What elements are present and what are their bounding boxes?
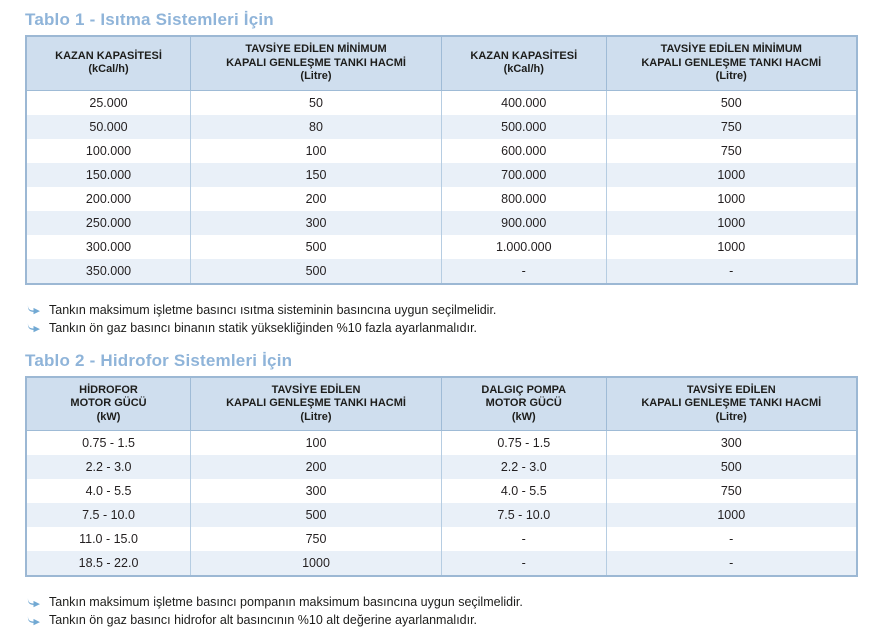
column-header: TAVSİYE EDİLEN KAPALI GENLEŞME TANKI HACMİ (Litre)	[191, 377, 442, 431]
table-1-body	[26, 90, 857, 284]
column-header: DALGIÇ POMPA MOTOR GÜCÜ (kW)	[441, 377, 606, 431]
table-cell: 500	[606, 455, 857, 479]
table-2-title: Tablo 2 - Hidrofor Sistemleri İçin	[25, 350, 293, 370]
table-cell: 1000	[606, 187, 857, 211]
table-cell: 500	[191, 503, 442, 527]
note-item	[27, 611, 896, 629]
column-header: HİDROFOR MOTOR GÜCÜ (kW)	[26, 377, 191, 431]
table-2	[25, 376, 858, 578]
table-cell: 300	[191, 211, 442, 235]
table-cell: 1000	[606, 211, 857, 235]
table-row	[26, 259, 857, 284]
table-cell: 1.000.000	[441, 235, 606, 259]
table-cell: 1000	[606, 235, 857, 259]
table-cell: 0.75 - 1.5	[26, 431, 191, 456]
arrow-bullet-icon	[27, 304, 41, 315]
arrow-bullet-icon	[27, 597, 41, 608]
table-cell: 7.5 - 10.0	[441, 503, 606, 527]
header-row	[26, 36, 857, 90]
table-cell: 50.000	[26, 115, 191, 139]
note-text: Tankın ön gaz basıncı binanın statik yüksekliğinden %10 fazla ayarlanmalıdır.	[49, 320, 478, 335]
table-cell: -	[441, 259, 606, 284]
table-cell: 50	[191, 90, 442, 115]
table-cell: 0.75 - 1.5	[441, 431, 606, 456]
table-row	[26, 503, 857, 527]
table-cell: 2.2 - 3.0	[441, 455, 606, 479]
table-cell: 100	[191, 139, 442, 163]
table-cell: 500	[191, 235, 442, 259]
table-cell: 750	[606, 479, 857, 503]
table-cell: 750	[606, 139, 857, 163]
table-cell: -	[606, 527, 857, 551]
table-cell: 600.000	[441, 139, 606, 163]
table-2-header	[26, 377, 857, 431]
table-1	[25, 35, 858, 285]
column-header: TAVSİYE EDİLEN MİNİMUM KAPALI GENLEŞME TANKI HACMİ (Litre)	[606, 36, 857, 90]
column-header: TAVSİYE EDİLEN KAPALI GENLEŞME TANKI HACMİ (Litre)	[606, 377, 857, 431]
table-cell: 100	[191, 431, 442, 456]
table-cell: 18.5 - 22.0	[26, 551, 191, 576]
table-cell: 750	[606, 115, 857, 139]
table-cell: 80	[191, 115, 442, 139]
table-row	[26, 527, 857, 551]
table-cell: -	[441, 551, 606, 576]
column-header: KAZAN KAPASİTESİ (kCal/h)	[26, 36, 191, 90]
table-row	[26, 163, 857, 187]
table-1-notes	[27, 301, 896, 337]
arrow-bullet-icon	[27, 615, 41, 626]
table-2-block	[25, 351, 896, 630]
table-cell: 500.000	[441, 115, 606, 139]
table-cell: 7.5 - 10.0	[26, 503, 191, 527]
table-cell: 750	[191, 527, 442, 551]
table-cell: 400.000	[441, 90, 606, 115]
table-cell: 300.000	[26, 235, 191, 259]
table-cell: 900.000	[441, 211, 606, 235]
table-row	[26, 431, 857, 456]
table-1-title: Tablo 1 - Isıtma Sistemleri İçin	[25, 10, 274, 29]
table-cell: 150	[191, 163, 442, 187]
table-cell: 25.000	[26, 90, 191, 115]
table-2-body	[26, 431, 857, 577]
table-cell: 800.000	[441, 187, 606, 211]
table-cell: 1000	[606, 503, 857, 527]
table-row	[26, 115, 857, 139]
table-cell: 250.000	[26, 211, 191, 235]
table-1-block	[25, 10, 896, 337]
table-cell: 11.0 - 15.0	[26, 527, 191, 551]
table-cell: -	[606, 259, 857, 284]
table-row	[26, 187, 857, 211]
note-item	[27, 319, 896, 337]
note-text: Tankın maksimum işletme basıncı pompanın maksimum basıncına uygun seçilmelidir.	[49, 595, 523, 609]
table-cell: 200	[191, 455, 442, 479]
table-row	[26, 479, 857, 503]
table-1-header	[26, 36, 857, 90]
table-cell: 500	[191, 259, 442, 284]
note-text: Tankın maksimum işletme basıncı ısıtma sisteminin basıncına uygun seçilmelidir.	[49, 302, 497, 317]
table-cell: 100.000	[26, 139, 191, 163]
table-cell: 150.000	[26, 163, 191, 187]
table-cell: 300	[191, 479, 442, 503]
header-row	[26, 377, 857, 431]
table-cell: 2.2 - 3.0	[26, 455, 191, 479]
table-row	[26, 139, 857, 163]
table-cell: 700.000	[441, 163, 606, 187]
table-cell: 4.0 - 5.5	[441, 479, 606, 503]
table-cell: 1000	[606, 163, 857, 187]
column-header: KAZAN KAPASİTESİ (kCal/h)	[441, 36, 606, 90]
table-cell: 300	[606, 431, 857, 456]
table-row	[26, 90, 857, 115]
note-item	[27, 301, 896, 319]
table-cell: 200.000	[26, 187, 191, 211]
arrow-bullet-icon	[27, 322, 41, 333]
table-2-notes	[27, 593, 896, 629]
table-cell: 1000	[191, 551, 442, 576]
column-header: TAVSİYE EDİLEN MİNİMUM KAPALI GENLEŞME TANKI HACMİ (Litre)	[191, 36, 442, 90]
table-cell: 500	[606, 90, 857, 115]
table-cell: -	[606, 551, 857, 576]
table-cell: 200	[191, 187, 442, 211]
table-cell: 4.0 - 5.5	[26, 479, 191, 503]
note-item	[27, 593, 896, 611]
table-row	[26, 551, 857, 576]
table-row	[26, 455, 857, 479]
table-row	[26, 235, 857, 259]
note-text: Tankın ön gaz basıncı hidrofor alt basıncının %10 alt değerine ayarlanmalıdır.	[49, 613, 478, 627]
table-row	[26, 211, 857, 235]
table-cell: 350.000	[26, 259, 191, 284]
table-cell: -	[441, 527, 606, 551]
